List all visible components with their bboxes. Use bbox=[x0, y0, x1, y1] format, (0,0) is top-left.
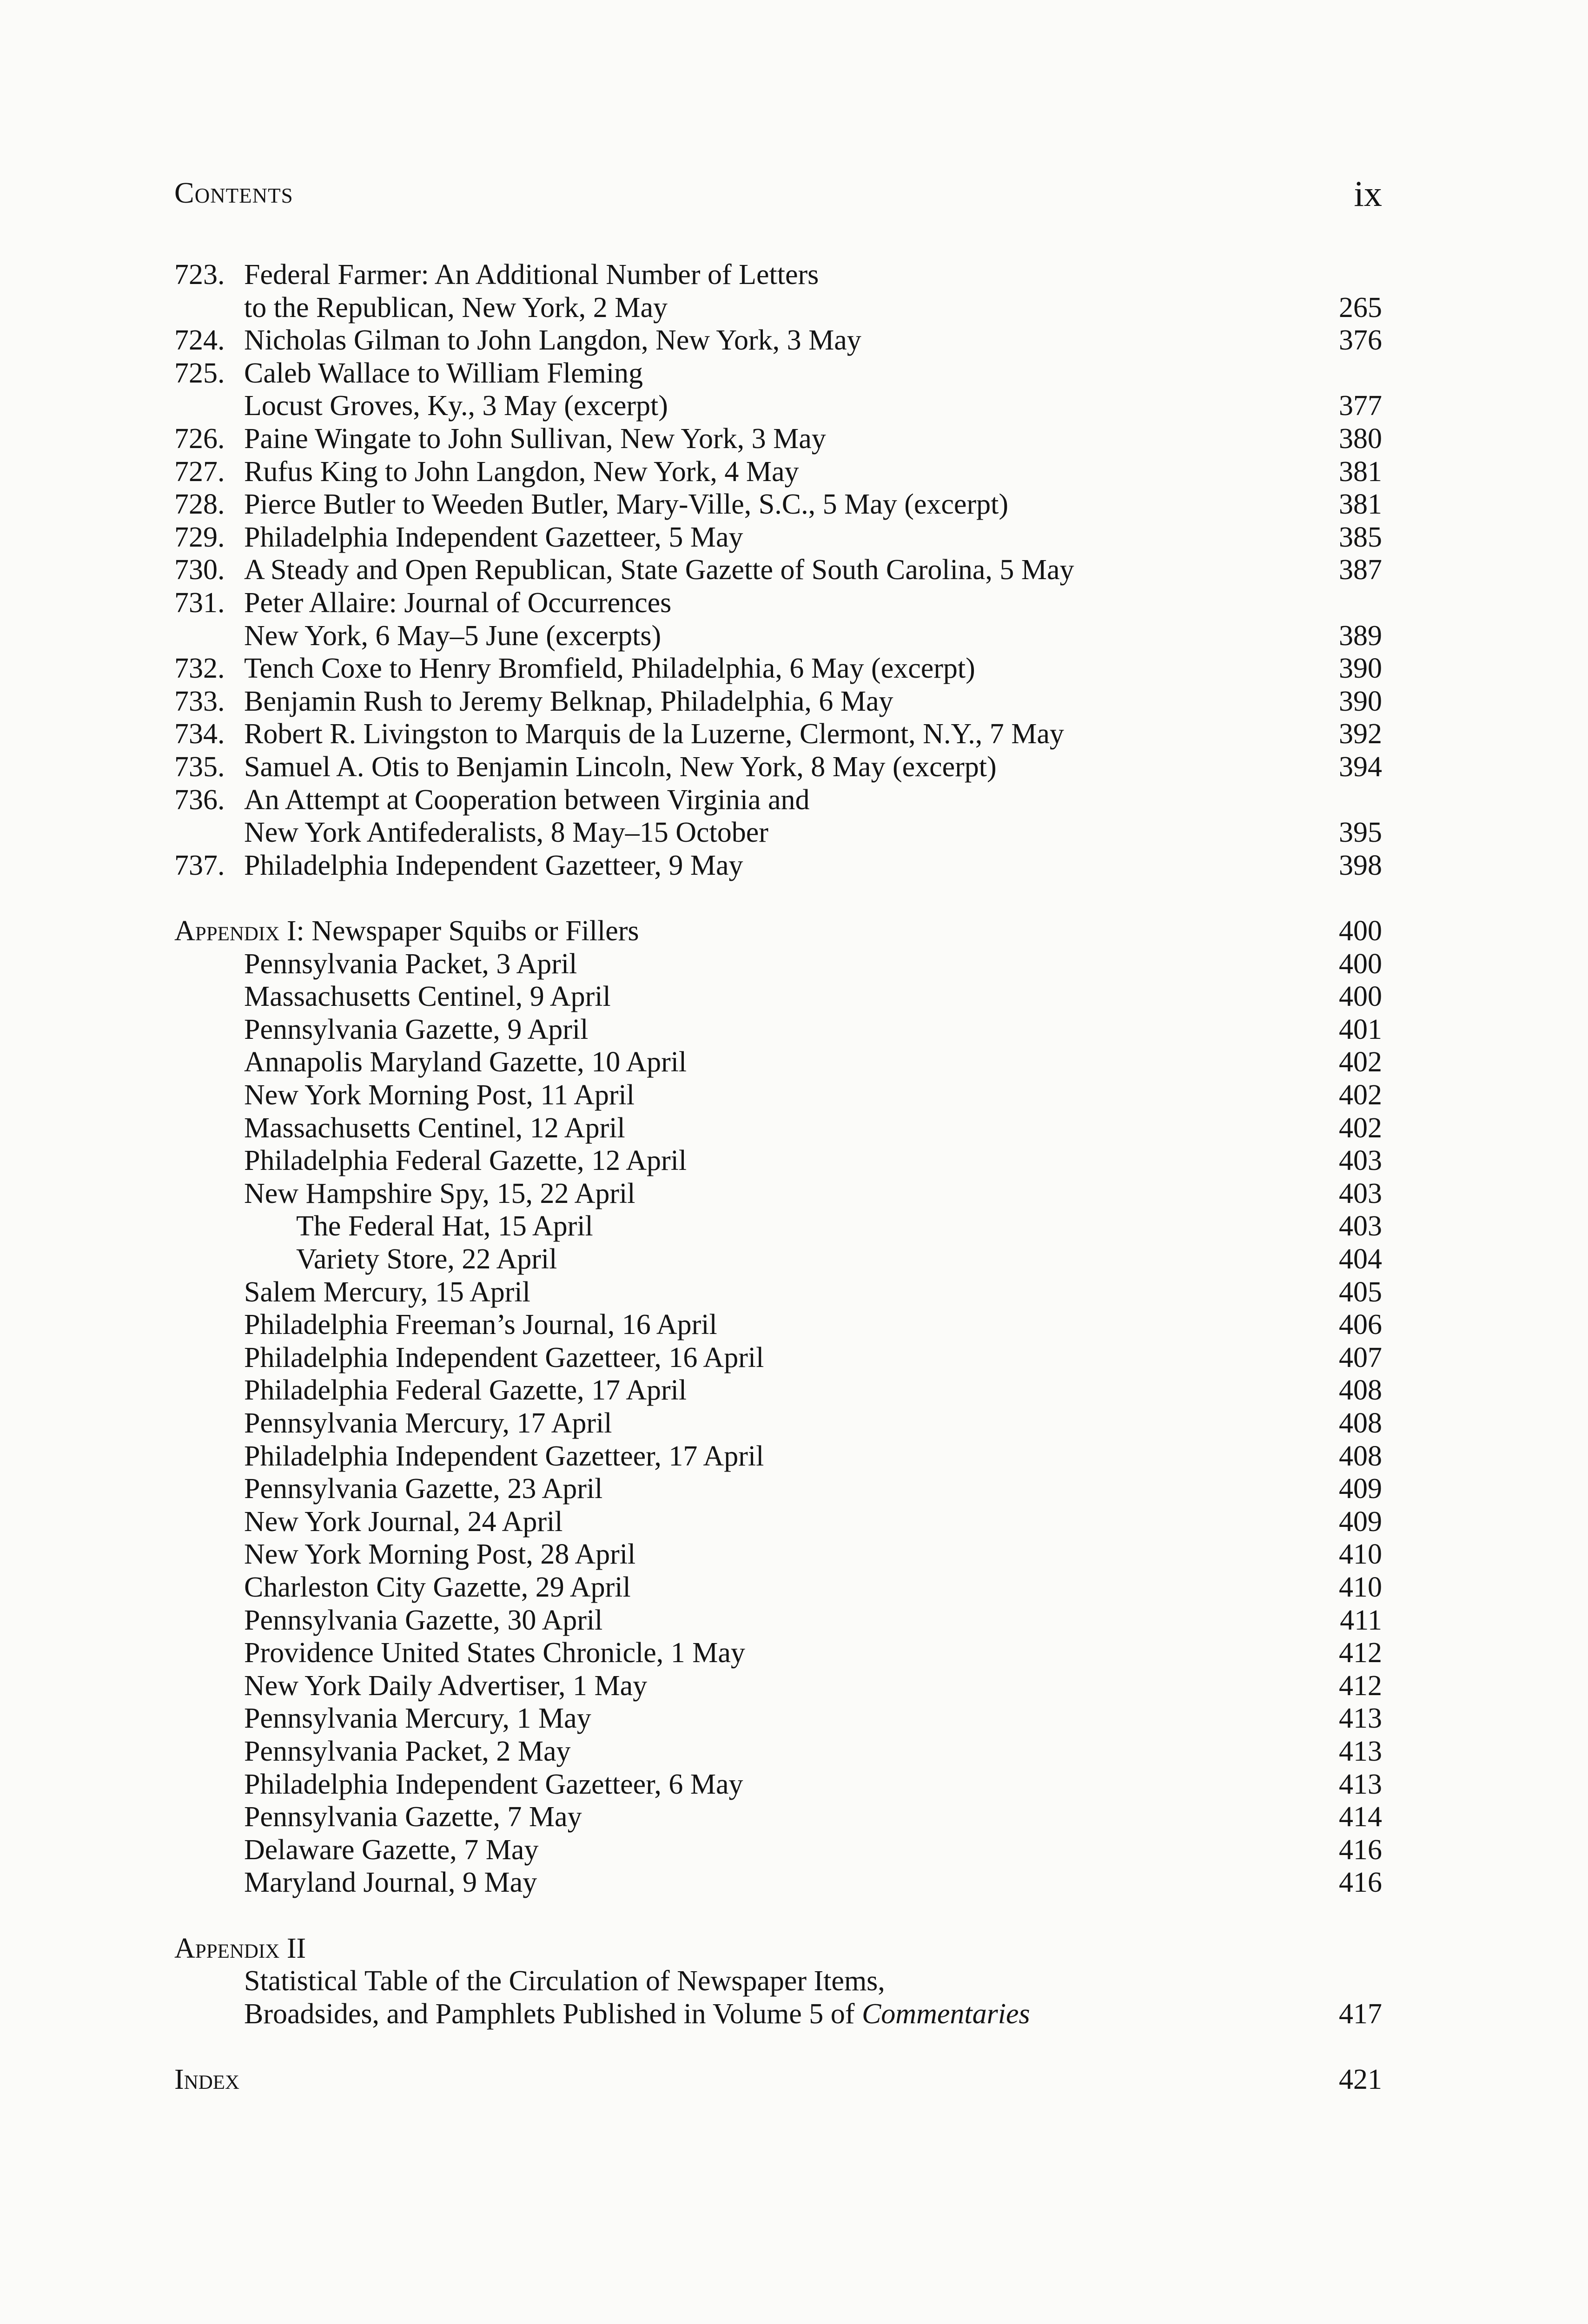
toc-entry-line bbox=[174, 455, 1382, 489]
appendix-item-page: 405 bbox=[1339, 1276, 1382, 1308]
appendix-1-item bbox=[174, 1538, 1382, 1571]
entry-page: 392 bbox=[1339, 718, 1382, 750]
appendix-item-page: 402 bbox=[1339, 1112, 1382, 1144]
appendix-item-page: 410 bbox=[1339, 1571, 1382, 1603]
appendix-item-title: Massachusetts Centinel, 9 April bbox=[244, 981, 611, 1013]
entry-title: Philadelphia Independent Gazetteer, 5 May bbox=[244, 521, 743, 553]
appendix-item-page: 408 bbox=[1339, 1374, 1382, 1406]
toc-entry-line bbox=[174, 258, 1382, 291]
entry-page: 395 bbox=[1339, 817, 1382, 849]
toc-entry-line bbox=[174, 553, 1382, 587]
appendix-item-page: 407 bbox=[1339, 1341, 1382, 1373]
appendix-2-text: Statistical Table of the Circulation of Newspaper Items, bbox=[244, 1965, 885, 1997]
toc-entry-line bbox=[174, 586, 1382, 620]
appendix-1-item bbox=[174, 1833, 1382, 1867]
entry-page: 390 bbox=[1339, 685, 1382, 717]
appendix-2-line bbox=[174, 1964, 1382, 1998]
appendix-item-title: Pennsylvania Packet, 2 May bbox=[244, 1736, 571, 1767]
appendix-item-title: New York Morning Post, 11 April bbox=[244, 1079, 635, 1111]
appendix-1-item bbox=[174, 1735, 1382, 1768]
appendix-1-item bbox=[174, 1341, 1382, 1374]
entry-title: Philadelphia Independent Gazetteer, 9 May bbox=[244, 849, 743, 881]
appendix-2-text-part: Broadsides, and Pamphlets Published in Volume 5 of bbox=[244, 1998, 862, 2030]
appendix-2-page: 417 bbox=[1339, 1998, 1382, 2030]
toc-entry-line bbox=[174, 652, 1382, 685]
appendix-1-item bbox=[174, 1013, 1382, 1046]
appendix-item-page: 403 bbox=[1339, 1145, 1382, 1177]
entry-number: 724. bbox=[174, 324, 225, 357]
index-label: Index bbox=[174, 2064, 240, 2095]
appendix-item-page: 400 bbox=[1339, 948, 1382, 980]
appendix-1-item bbox=[174, 1669, 1382, 1703]
appendix-item-page: 403 bbox=[1339, 1177, 1382, 1209]
appendix-1-item bbox=[174, 1571, 1382, 1604]
appendix-1-item bbox=[174, 947, 1382, 981]
entry-number: 735. bbox=[174, 751, 225, 783]
index-entry bbox=[174, 2063, 1382, 2096]
entry-title: Peter Allaire: Journal of Occurrences bbox=[244, 587, 672, 619]
appendix-1-item bbox=[174, 1373, 1382, 1407]
appendix-1-item bbox=[174, 1505, 1382, 1538]
entry-title: Benjamin Rush to Jeremy Belknap, Philadelphia, 6 May bbox=[244, 685, 893, 717]
appendix-item-title: New York Daily Advertiser, 1 May bbox=[244, 1670, 648, 1702]
appendix-item-title: Salem Mercury, 15 April bbox=[244, 1276, 530, 1308]
toc-entry-line bbox=[174, 357, 1382, 390]
page-title: Contents bbox=[174, 176, 293, 209]
entry-title: Federal Farmer: An Additional Number of Letters bbox=[244, 259, 819, 290]
entry-page: 381 bbox=[1339, 489, 1382, 521]
appendix-item-title: Philadelphia Federal Gazette, 17 April bbox=[244, 1374, 687, 1406]
appendix-item-page: 408 bbox=[1339, 1440, 1382, 1472]
appendix-1-item bbox=[174, 1045, 1382, 1079]
entry-title: An Attempt at Cooperation between Virginia and bbox=[244, 784, 810, 816]
toc-entry-line bbox=[174, 750, 1382, 784]
entry-number: 729. bbox=[174, 521, 225, 553]
entry-number: 728. bbox=[174, 489, 225, 521]
entry-title: New York Antifederalists, 8 May–15 October bbox=[244, 817, 768, 849]
appendix-1-item bbox=[174, 1866, 1382, 1899]
appendix-2-title: Appendix II bbox=[174, 1932, 306, 1964]
entry-page: 380 bbox=[1339, 423, 1382, 455]
appendix-item-title: Pennsylvania Gazette, 9 April bbox=[244, 1013, 589, 1045]
entry-page: 376 bbox=[1339, 324, 1382, 357]
entry-title: Locust Groves, Ky., 3 May (excerpt) bbox=[244, 390, 668, 422]
toc-entry-line bbox=[174, 849, 1382, 882]
toc-entry-line bbox=[174, 816, 1382, 849]
toc-entry-line bbox=[174, 422, 1382, 456]
appendix-item-title: Philadelphia Freeman’s Journal, 16 April bbox=[244, 1309, 717, 1341]
appendix-item-title: Massachusetts Centinel, 12 April bbox=[244, 1112, 625, 1144]
appendix-item-title: Annapolis Maryland Gazette, 10 April bbox=[244, 1046, 687, 1078]
toc-entry-line bbox=[174, 291, 1382, 324]
appendix-item-title: Variety Store, 22 April bbox=[296, 1243, 557, 1275]
appendix-item-page: 406 bbox=[1339, 1309, 1382, 1341]
appendix-1-item bbox=[174, 1209, 1382, 1243]
appendix-item-title: Philadelphia Independent Gazetteer, 6 May bbox=[244, 1768, 743, 1800]
appendix-1-item bbox=[174, 1472, 1382, 1505]
appendix-2-italic-title: Commentaries bbox=[861, 1998, 1030, 2030]
entry-number: 737. bbox=[174, 849, 225, 881]
appendix-1-subtitle: : Newspaper Squibs or Fillers bbox=[296, 915, 639, 947]
appendix-2-line bbox=[174, 1997, 1382, 2031]
appendix-1-item bbox=[174, 1275, 1382, 1309]
entry-number: 725. bbox=[174, 357, 225, 389]
appendix-1-item bbox=[174, 1242, 1382, 1276]
appendix-item-title: Pennsylvania Gazette, 30 April bbox=[244, 1604, 603, 1636]
toc-entry-line bbox=[174, 619, 1382, 653]
appendix-item-page: 414 bbox=[1339, 1801, 1382, 1833]
entry-number: 732. bbox=[174, 653, 225, 685]
appendix-item-title: Pennsylvania Packet, 3 April bbox=[244, 948, 577, 980]
appendix-item-page: 411 bbox=[1340, 1604, 1382, 1636]
appendix-item-page: 409 bbox=[1339, 1473, 1382, 1505]
entry-number: 730. bbox=[174, 554, 225, 586]
appendix-item-title: Delaware Gazette, 7 May bbox=[244, 1834, 539, 1866]
appendix-item-page: 401 bbox=[1339, 1013, 1382, 1045]
entry-title: Samuel A. Otis to Benjamin Lincoln, New York, 8 May (excerpt) bbox=[244, 751, 997, 783]
appendix-item-title: New York Journal, 24 April bbox=[244, 1505, 563, 1538]
entry-page: 394 bbox=[1339, 751, 1382, 783]
appendix-item-title: Philadelphia Federal Gazette, 12 April bbox=[244, 1145, 687, 1177]
appendix-item-title: Pennsylvania Mercury, 1 May bbox=[244, 1703, 591, 1735]
entry-title: Tench Coxe to Henry Bromfield, Philadelphia, 6 May (excerpt) bbox=[244, 653, 975, 685]
entry-page: 381 bbox=[1339, 456, 1382, 488]
appendix-item-title: Providence United States Chronicle, 1 May bbox=[244, 1637, 745, 1669]
entry-number: 733. bbox=[174, 685, 225, 717]
entry-page: 398 bbox=[1339, 849, 1382, 881]
appendix-1-item bbox=[174, 980, 1382, 1013]
appendix-item-title: Pennsylvania Gazette, 7 May bbox=[244, 1801, 582, 1833]
appendix-1-title bbox=[174, 914, 639, 948]
page-header bbox=[174, 173, 1382, 222]
appendix-item-page: 409 bbox=[1339, 1505, 1382, 1538]
entry-page: 389 bbox=[1339, 620, 1382, 652]
appendix-1-item bbox=[174, 1308, 1382, 1341]
toc-entry-line bbox=[174, 717, 1382, 751]
entry-number: 723. bbox=[174, 259, 225, 290]
entry-page: 377 bbox=[1339, 390, 1382, 422]
page-number: ix bbox=[1354, 173, 1382, 214]
appendix-item-page: 400 bbox=[1339, 981, 1382, 1013]
entry-title: Pierce Butler to Weeden Butler, Mary-Ville, S.C., 5 May (excerpt) bbox=[244, 489, 1008, 521]
appendix-item-page: 412 bbox=[1339, 1670, 1382, 1702]
appendix-item-title: Charleston City Gazette, 29 April bbox=[244, 1571, 631, 1603]
appendix-item-page: 402 bbox=[1339, 1079, 1382, 1111]
entry-number: 726. bbox=[174, 423, 225, 455]
appendix-item-title: Philadelphia Independent Gazetteer, 17 April bbox=[244, 1440, 764, 1472]
appendix-item-page: 412 bbox=[1339, 1637, 1382, 1669]
entry-title: New York, 6 May–5 June (excerpts) bbox=[244, 620, 662, 652]
appendix-item-page: 404 bbox=[1339, 1243, 1382, 1275]
appendix-1-item bbox=[174, 1800, 1382, 1834]
entry-number: 731. bbox=[174, 587, 225, 619]
appendix-item-title: Pennsylvania Gazette, 23 April bbox=[244, 1473, 603, 1505]
appendix-1-item bbox=[174, 1177, 1382, 1210]
appendix-item-page: 402 bbox=[1339, 1046, 1382, 1078]
appendix-1-item bbox=[174, 1702, 1382, 1735]
appendix-1-item bbox=[174, 1406, 1382, 1440]
appendix-1-item bbox=[174, 1768, 1382, 1801]
entry-title: Paine Wingate to John Sullivan, New York, 3 May bbox=[244, 423, 826, 455]
entry-title: A Steady and Open Republican, State Gazette of South Carolina, 5 May bbox=[244, 554, 1074, 586]
appendix-1-heading bbox=[174, 914, 1382, 948]
entry-page: 265 bbox=[1339, 291, 1382, 324]
entry-page: 387 bbox=[1339, 554, 1382, 586]
toc-entry-line bbox=[174, 783, 1382, 817]
appendix-2-text bbox=[244, 1997, 1030, 2031]
appendix-item-title: Maryland Journal, 9 May bbox=[244, 1867, 537, 1899]
appendix-item-page: 413 bbox=[1339, 1768, 1382, 1800]
appendix-item-page: 416 bbox=[1339, 1834, 1382, 1866]
toc-entry-line bbox=[174, 488, 1382, 521]
appendix-item-title: New Hampshire Spy, 15, 22 April bbox=[244, 1177, 635, 1209]
appendix-item-page: 413 bbox=[1339, 1736, 1382, 1767]
appendix-1-page: 400 bbox=[1339, 915, 1382, 947]
appendix-1-label: Appendix I bbox=[174, 915, 297, 947]
toc-entry-line bbox=[174, 389, 1382, 423]
appendix-item-title: Philadelphia Independent Gazetteer, 16 April bbox=[244, 1341, 764, 1373]
entry-number: 736. bbox=[174, 784, 225, 816]
toc-entry-line bbox=[174, 521, 1382, 554]
appendix-1-item bbox=[174, 1144, 1382, 1177]
entry-title: Caleb Wallace to William Fleming bbox=[244, 357, 643, 389]
entry-number: 734. bbox=[174, 718, 225, 750]
entry-title: Nicholas Gilman to John Langdon, New York, 3 May bbox=[244, 324, 861, 357]
entry-title: to the Republican, New York, 2 May bbox=[244, 291, 668, 324]
appendix-item-page: 410 bbox=[1339, 1538, 1382, 1571]
appendix-item-title: The Federal Hat, 15 April bbox=[296, 1210, 593, 1242]
entry-number: 727. bbox=[174, 456, 225, 488]
toc-entry-line bbox=[174, 685, 1382, 718]
toc-entry-line bbox=[174, 324, 1382, 357]
entry-title: Rufus King to John Langdon, New York, 4 May bbox=[244, 456, 799, 488]
appendix-1-item bbox=[174, 1439, 1382, 1473]
appendix-item-page: 413 bbox=[1339, 1703, 1382, 1735]
index-page: 421 bbox=[1339, 2064, 1382, 2095]
appendix-1-item bbox=[174, 1078, 1382, 1112]
appendix-1-item bbox=[174, 1111, 1382, 1145]
appendix-1-item bbox=[174, 1604, 1382, 1637]
appendix-item-title: New York Morning Post, 28 April bbox=[244, 1538, 636, 1571]
appendix-2-heading bbox=[174, 1932, 1382, 1965]
appendix-item-page: 416 bbox=[1339, 1867, 1382, 1899]
appendix-item-page: 408 bbox=[1339, 1407, 1382, 1439]
appendix-1-item bbox=[174, 1636, 1382, 1670]
appendix-item-title: Pennsylvania Mercury, 17 April bbox=[244, 1407, 612, 1439]
entry-page: 390 bbox=[1339, 653, 1382, 685]
entry-title: Robert R. Livingston to Marquis de la Luzerne, Clermont, N.Y., 7 May bbox=[244, 718, 1064, 750]
entry-page: 385 bbox=[1339, 521, 1382, 553]
appendix-item-page: 403 bbox=[1339, 1210, 1382, 1242]
